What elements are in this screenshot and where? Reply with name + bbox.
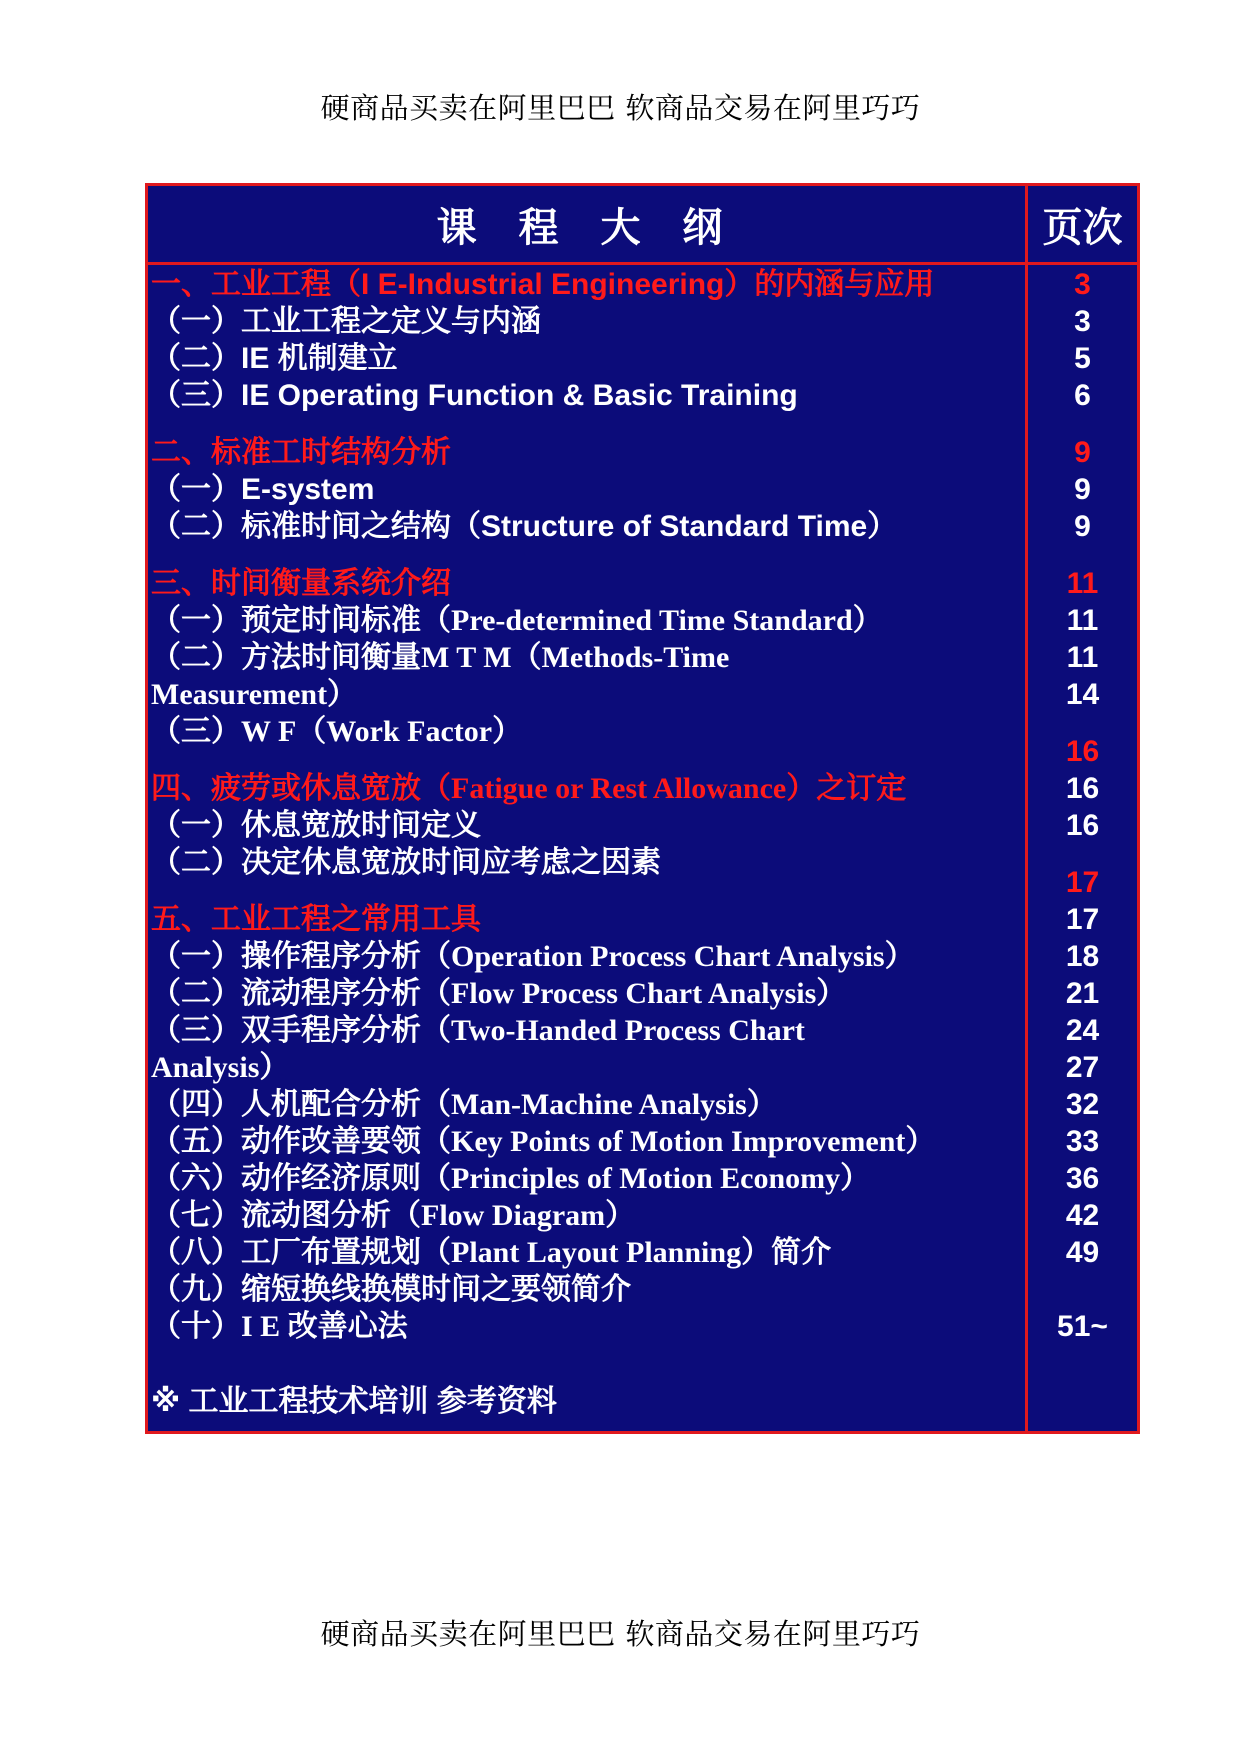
toc-page-number: 16 xyxy=(1065,772,1100,805)
toc-entry: （一）休息宽放时间定义 xyxy=(151,809,481,842)
toc-entry: （一）工业工程之定义与内涵 xyxy=(151,305,541,338)
toc-entry: Measurement） xyxy=(151,678,358,711)
toc-entry: （三）W F（Work Factor） xyxy=(151,715,523,748)
page-header: 硬商品买卖在阿里巴巴 软商品交易在阿里巧巧 xyxy=(320,91,921,125)
toc-page-number: 11 xyxy=(1066,567,1099,600)
toc-page-number: 9 xyxy=(1074,510,1091,543)
toc-section-heading: 二、标准工时结构分析 xyxy=(151,436,451,469)
toc-table xyxy=(145,183,1140,1434)
toc-entry: ※ 工业工程技术培训 参考资料 xyxy=(151,1385,557,1418)
toc-page-number: 17 xyxy=(1065,903,1100,936)
toc-page-number: 21 xyxy=(1065,977,1100,1010)
toc-entry: （二）IE 机制建立 xyxy=(151,342,398,375)
toc-page-number: 3 xyxy=(1074,305,1091,338)
header-divider xyxy=(148,262,1137,265)
toc-entry: （十）I E 改善心法 xyxy=(151,1310,408,1343)
toc-entry: Analysis） xyxy=(151,1051,290,1084)
toc-page-number: 27 xyxy=(1065,1051,1100,1084)
toc-page-number: 24 xyxy=(1065,1014,1100,1047)
toc-section-heading: 一、工业工程（I E-Industrial Engineering）的内涵与应用 xyxy=(151,268,935,301)
toc-page-number: 18 xyxy=(1065,940,1100,973)
toc-entry: （一）操作程序分析（Operation Process Chart Analysis） xyxy=(151,940,915,973)
toc-entry: （六）动作经济原则（Principles of Motion Economy） xyxy=(151,1162,871,1195)
toc-page-number: 51~ xyxy=(1057,1310,1108,1343)
toc-entry: （一）E-system xyxy=(151,473,375,506)
toc-page-number: 33 xyxy=(1065,1125,1100,1158)
toc-page-number: 16 xyxy=(1065,809,1100,842)
toc-page-number: 11 xyxy=(1066,641,1099,674)
toc-entry: （三）IE Operating Function & Basic Training xyxy=(151,379,798,412)
toc-entry: （二）决定休息宽放时间应考虑之因素 xyxy=(151,846,661,879)
toc-page-number: 11 xyxy=(1066,604,1099,637)
toc-page-number: 49 xyxy=(1065,1236,1100,1269)
toc-page-number: 16 xyxy=(1065,735,1100,768)
toc-entry: （三）双手程序分析（Two-Handed Process Chart xyxy=(151,1014,805,1047)
toc-page-number: 6 xyxy=(1074,379,1091,412)
toc-page-number: 42 xyxy=(1065,1199,1100,1232)
toc-page-number: 36 xyxy=(1065,1162,1100,1195)
toc-section-heading: 五、工业工程之常用工具 xyxy=(151,903,481,936)
toc-entry: （九）缩短换线换模时间之要领简介 xyxy=(151,1273,631,1306)
toc-page-number: 3 xyxy=(1074,268,1091,301)
toc-entry: （八）工厂布置规划（Plant Layout Planning）简介 xyxy=(151,1236,832,1269)
toc-page-number: 9 xyxy=(1074,436,1091,469)
toc-entry: （二）标准时间之结构（Structure of Standard Time） xyxy=(151,510,898,543)
toc-page-number: 17 xyxy=(1065,866,1100,899)
toc-title: 课 程 大 纲 xyxy=(436,204,737,251)
toc-entry: （二）方法时间衡量M T M（Methods-Time xyxy=(151,641,730,674)
toc-entry: （一）预定时间标准（Pre-determined Time Standard） xyxy=(151,604,883,637)
toc-entry: （七）流动图分析（Flow Diagram） xyxy=(151,1199,636,1232)
toc-section-heading: 三、时间衡量系统介绍 xyxy=(151,567,451,600)
toc-page-number: 14 xyxy=(1065,678,1100,711)
toc-entry: （五）动作改善要领（Key Points of Motion Improvement） xyxy=(151,1125,936,1158)
toc-entry: （四）人机配合分析（Man-Machine Analysis） xyxy=(151,1088,777,1121)
page-footer: 硬商品买卖在阿里巴巴 软商品交易在阿里巧巧 xyxy=(320,1617,921,1651)
toc-page-number: 5 xyxy=(1074,342,1091,375)
toc-page-number: 9 xyxy=(1074,473,1091,506)
toc-page-number: 32 xyxy=(1065,1088,1100,1121)
toc-section-heading: 四、疲劳或休息宽放（Fatigue or Rest Allowance）之订定 xyxy=(151,772,907,805)
toc-entry: （二）流动程序分析（Flow Process Chart Analysis） xyxy=(151,977,847,1010)
toc-page-column-header: 页次 xyxy=(1042,204,1123,251)
